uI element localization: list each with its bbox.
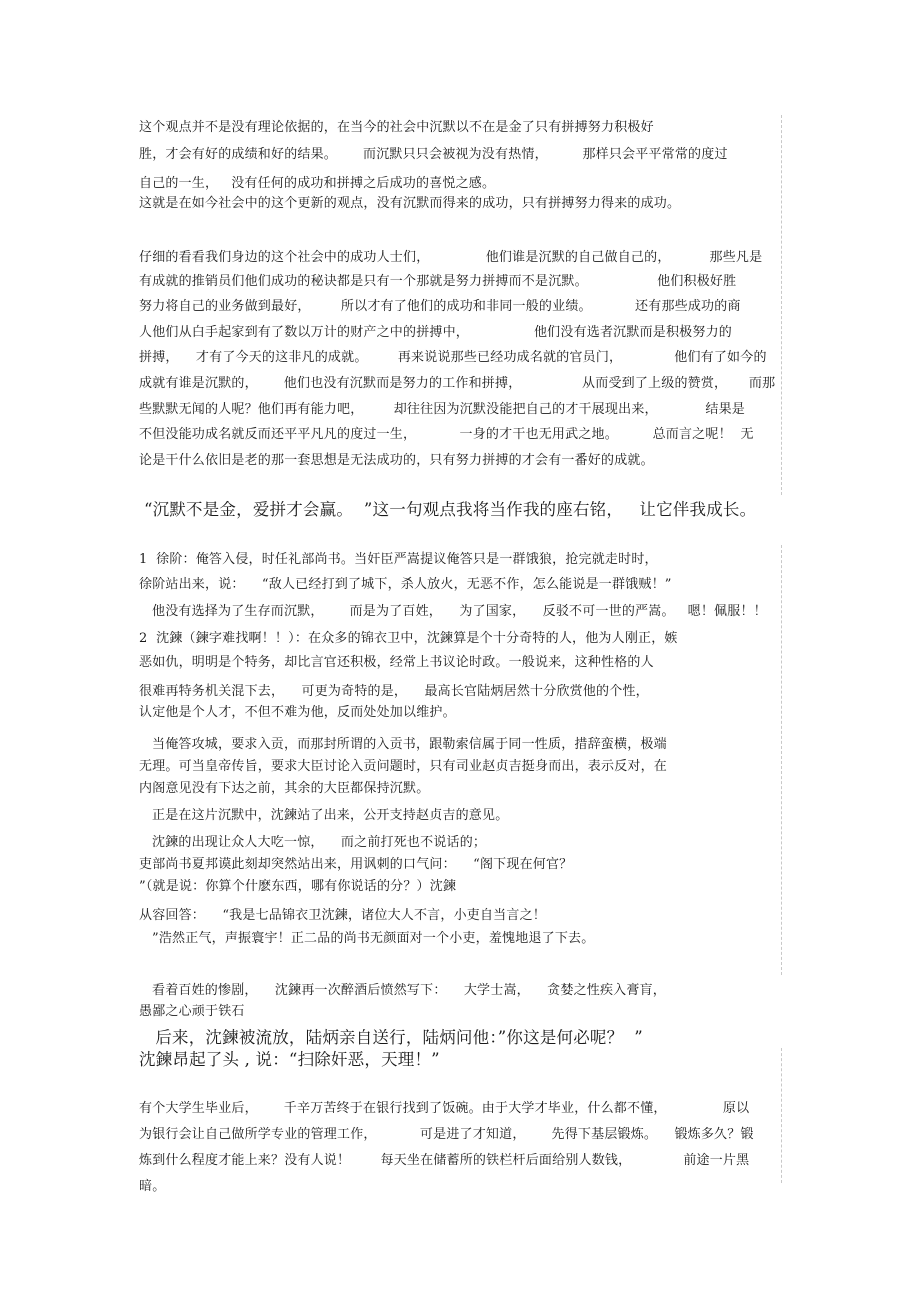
paragraph-line: 有成就的推销员们他们成功的秘诀都是只有一个那就是努力拼搏而不是沉默。 他们积极好胜: [139, 274, 737, 289]
paragraph-line: 徐阶站出来，说： “敌人已经打到了城下，杀人放火，无恶不作，怎么能说是一群饿贼！”: [139, 577, 672, 592]
paragraph-line: 成就有谁是沉默的， 他们也没有沉默而是努力的工作和拼搏， 从而受到了上级的赞赏， 而那: [139, 376, 776, 391]
paragraph-line: 拼搏， 才有了今天的这非凡的成就。 再来说说那些已经功成名就的官员门， 他们有了如今的: [139, 350, 767, 365]
paragraph-line: 内阁意见没有下达之前，其余的大臣都保持沉默。: [139, 781, 430, 796]
paragraph-line: 沈鍊的出现让众人大吃一惊， 而之前打死也不说话的；: [139, 835, 487, 850]
paragraph-line: 看着百姓的惨剧， 沈鍊再一次醉酒后愤然写下： 大学士嵩， 贪婪之性疾入膏肓，: [139, 983, 666, 998]
paragraph-line: 些默默无闻的人呢？他们再有能力吧， 却往往因为沉默没能把自己的才干展现出来， 结果是: [139, 402, 745, 417]
paragraph-line: 恶如仇，明明是个特务，却比言官还积极，经常上书议论时政。一般说来，这种性格的人: [139, 655, 654, 670]
paragraph-line: 人他们从白手起家到有了数以万计的财产之中的拼搏中， 他们没有选者沉默而是积极努力的: [139, 325, 732, 340]
paragraph-line: 正是在这片沉默中，沈鍊站了出来，公开支持赵贞吉的意见。: [139, 808, 509, 823]
paragraph-line: 炼到什么程度才能上来？没有人说！ 每天坐在储蓄所的铁栏杆后面给别人数钱， 前途一片黑: [139, 1153, 750, 1168]
paragraph-line: 沈鍊昂起了头 , 说：“扫除奸恶，天理！”: [139, 1050, 440, 1069]
paragraph-line: 这个观点并不是没有理论依据的，在当今的社会中沉默以不在是金了只有拼搏努力积极好: [139, 120, 654, 135]
paragraph-line: 1 徐阶：俺答入侵，时任礼部尚书。当奸臣严嵩提议俺答只是一群饿狼，抢完就走时时，: [139, 552, 658, 567]
paragraph-line: 不但没能功成名就反而还平平凡凡的度过一生， 一身的才干也无用武之地。 总而言之呢！ 无: [139, 427, 754, 442]
paragraph-line: 从容回答： “我是七品锦衣卫沈鍊，诸位大人不言，小吏自当言之！: [139, 908, 546, 923]
margin-rule-right-1: [781, 115, 782, 495]
paragraph-line: 仔细的看看我们身边的这个社会中的成功人士们， 他们谁是沉默的自己做自己的， 那些凡是: [139, 250, 763, 265]
paragraph-line: 自己的一生， 没有任何的成功和拼搏之后成功的喜悦之感。: [139, 176, 496, 191]
motto-line: “沉默不是金，爱拼才会赢。 ”这一句观点我将当作我的座右铭， 让它伴我成长。: [144, 500, 757, 519]
paragraph-line: 无理。可当皇帝传旨，要求大臣讨论入贡问题时，只有司业赵贞吉挺身而出，表示反对，在: [139, 759, 668, 774]
margin-rule-right-3: [781, 1048, 782, 1183]
paragraph-line: 这就是在如今社会中的这个更新的观点，没有沉默而得来的成功，只有拼搏努力得来的成功。: [139, 196, 681, 211]
paragraph-line: 他没有选择为了生存而沉默， 而是为了百姓， 为了国家， 反驳不可一世的严嵩。 嗯！佩服！！: [139, 604, 767, 619]
paragraph-line: ”浩然正气，声振寰宇！正二品的尚书无颜面对一个小吏，羞愧地退了下去。: [139, 931, 595, 946]
paragraph-line: 胜，才会有好的成绩和好的结果。 而沉默只只会被视为没有热情， 那样只会平平常常的度过: [139, 147, 728, 162]
paragraph-line: 后来，沈鍊被流放，陆炳亲自送行，陆炳问他：”你这是何必呢？ ”: [139, 1028, 643, 1047]
paragraph-line: 认定他是个人才，不但不难为他，反而处处加以维护。: [139, 705, 456, 720]
paragraph-line: 为银行会让自己做所学专业的管理工作， 可是进了才知道， 先得下基层锻炼。 锻炼多久？锻: [139, 1127, 754, 1142]
paragraph-line: ”（就是说：你算个什麽东西，哪有你说话的分？）沈鍊: [139, 879, 457, 894]
paragraph-line: 2 沈鍊（鍊字难找啊！！）：在众多的锦衣卫中，沈鍊算是个十分奇特的人，他为人刚正，嫉: [139, 631, 678, 646]
paragraph-line: 论是干什么依旧是老的那一套思想是无法成功的，只有努力拼搏的才会有一番好的成就。: [139, 453, 654, 468]
paragraph-line: 有个大学生毕业后， 千辛万苦终于在银行找到了饭碗。由于大学才毕业，什么都不懂， 原以: [139, 1101, 750, 1116]
paragraph-line: 吏部尚书夏邦谟此刻却突然站出来，用讽刺的口气问： “阁下现在何官？: [139, 857, 573, 872]
margin-rule-right-2: [781, 545, 782, 975]
paragraph-line: 努力将自己的业务做到最好， 所以才有了他们的成功和非同一般的业绩。 还有那些成功的商: [139, 299, 741, 314]
paragraph-line: 当俺答攻城，要求入贡，而那封所谓的入贡书，跟勒索信属于同一性质，措辞蛮横，极端: [139, 737, 667, 752]
paragraph-line: 愚鄙之心顽于铁石: [139, 1004, 245, 1019]
paragraph-line: 暗。: [139, 1179, 166, 1194]
paragraph-line: 很难再特务机关混下去， 可更为奇特的是， 最高长官陆炳居然十分欣赏他的个性，: [139, 684, 649, 699]
